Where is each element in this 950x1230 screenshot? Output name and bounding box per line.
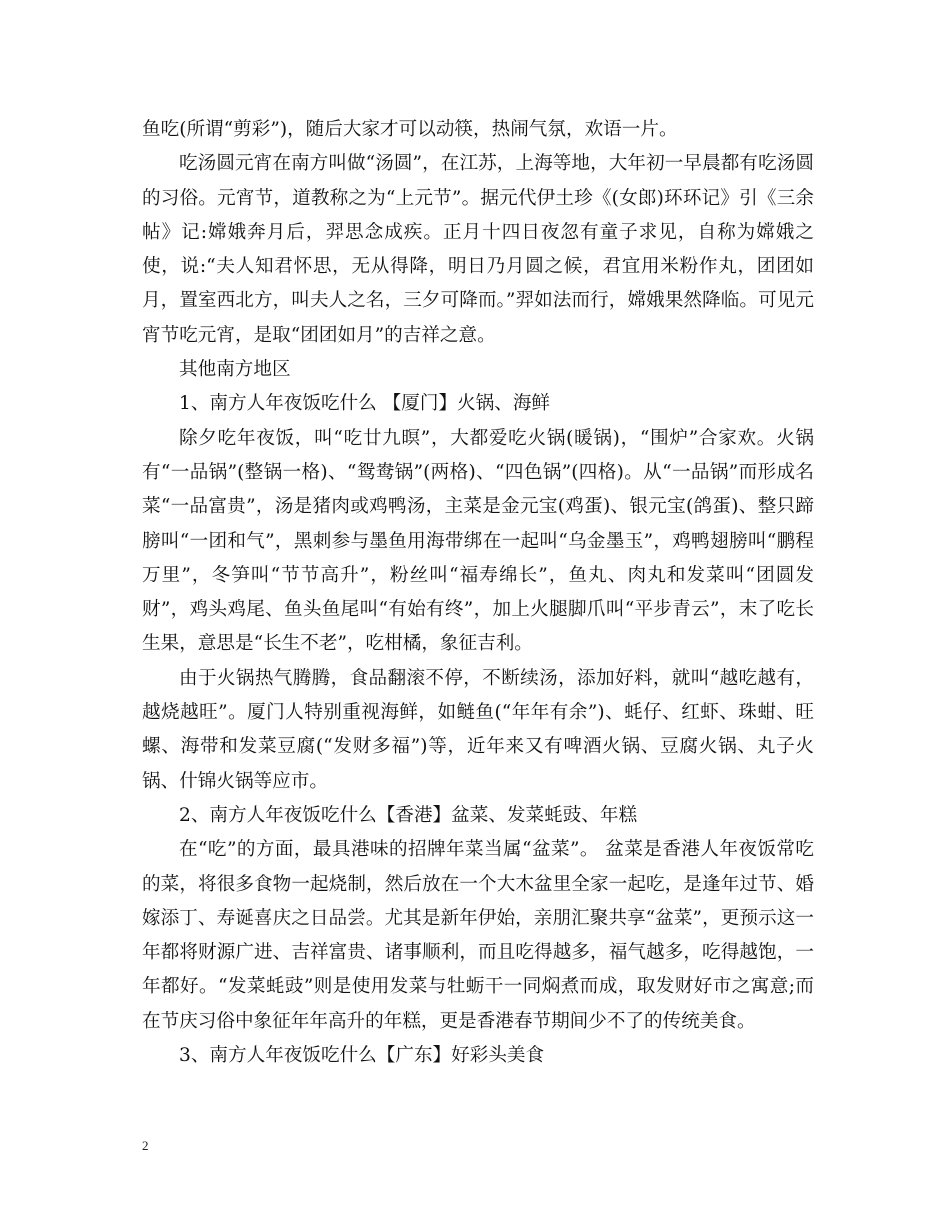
page-number: 2 (142, 1138, 149, 1153)
paragraph-xiamen-hotpot: 除夕吃年夜饭，叫“吃廿九暝”，大都爱吃火锅(暖锅)，“围炉”合家欢。火锅有“一品锅”(整锅一格)、“鸳鸯锅”(两格)、“四色锅”(四格)。从“一品锅”而形成名菜“一品富贵”，汤是猪肉或鸡鸭汤，主菜是金元宝(鸡蛋)、银元宝(鸽蛋)、整只蹄膀叫“一团和气”，黑刺参与墨鱼用海带绑在一起叫“乌金墨玉”，鸡鸭翅膀叫“鹏程万里”，冬笋叫“节节高升”，粉丝叫“福寿绵长”，鱼丸、肉丸和发菜叫“团圆发财”，鸡头鸡尾、鱼头鱼尾叫“有始有终”，加上火腿脚爪叫“平步青云”，末了吃长生果，意思是“长生不老”，吃柑橘，象征吉利。 (142, 427, 814, 655)
section-heading-other-south: 其他南方地区 (179, 359, 291, 381)
paragraph-xiamen-seafood: 由于火锅热气腾腾，食品翻滚不停，不断续汤，添加好料，就叫“越吃越有，越烧越旺”。厦门人特别重视海鲜，如鲢鱼(“年年有余”)、蚝仔、红虾、珠蚶、旺螺、海带和发菜豆腐(“发财多福”)等，近年来又有啤酒火锅、豆腐火锅、丸子火锅、什锦火锅等应市。 (142, 667, 814, 792)
paragraph-continuation: 鱼吃(所谓“剪彩”)，随后大家才可以动筷，热闹气氛，欢语一片。 (142, 119, 678, 140)
document-body (142, 113, 814, 1073)
subheading-guangdong: 3、南方人年夜饭吃什么【广东】好彩头美食 (179, 1045, 545, 1067)
paragraph-hongkong-poon-choi: 在“吃”的方面，最具港味的招牌年菜当属“盆菜”。 盆菜是香港人年夜饭常吃的菜，将很多食物一起烧制，然后放在一个大木盆里全家一起吃，是逢年过节、婚嫁添丁、寿诞喜庆之日品尝。尤其是新年伊始，亲朋汇聚共享“盆菜”，更预示这一年都将财源广进、吉祥富贵、诸事顺利，而且吃得越多，福气越多，吃得越饱，一年都好。“发菜蚝豉”则是使用发菜与牡蛎干一同焖煮而成，取发财好市之寓意;而在节庆习俗中象征年年高升的年糕，更是香港春节期间少不了的传统美食。 (142, 839, 814, 1032)
subheading-hongkong: 2、南方人年夜饭吃什么【香港】盆菜、发菜蚝豉、年糕 (179, 804, 638, 826)
subheading-xiamen: 1、南方人年夜饭吃什么 【厦门】火锅、海鲜 (179, 393, 551, 415)
paragraph-tangyuan: 吃汤圆元宵在南方叫做“汤圆”，在江苏，上海等地，大年初一早晨都有吃汤圆的习俗。元宵节，道教称之为“上元节”。据元代伊土珍《(女郎)环环记》引《三余帖》记:嫦娥奔月后，羿思念成疾。正月十四日夜忽有童子求见，自称为嫦娥之使，说:“夫人知君怀思，无从得降，明日乃月圆之候，君宜用米粉作丸，团团如月，置室西北方，叫夫人之名，三夕可降而。”羿如法而行，嫦娥果然降临。可见元宵节吃元宵，是取“团团如月”的吉祥之意。 (142, 153, 814, 346)
